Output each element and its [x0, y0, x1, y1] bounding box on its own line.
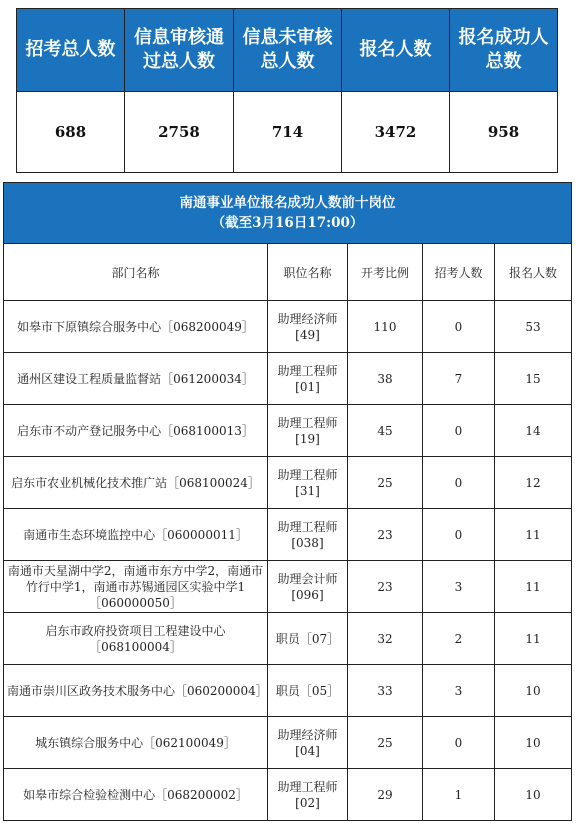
summary-header-approved: 信息审核通 过总人数	[125, 9, 234, 92]
table-row	[4, 769, 572, 821]
summary-value-row	[17, 92, 558, 173]
cell-ratio: 29	[348, 769, 423, 821]
cell-recruit: 0	[423, 301, 495, 353]
table-row	[4, 301, 572, 353]
cell-applicants: 10	[495, 717, 572, 769]
cell-dept: 南通市天星湖中学2，南通市东方中学2，南通市竹行中学1，南通市苏锡通园区实验中学1［060000050］	[4, 561, 268, 613]
cell-recruit: 3	[423, 561, 495, 613]
column-header-recruit: 招考人数	[423, 244, 495, 301]
column-header-applicants: 报名人数	[495, 244, 572, 301]
ranking-title-cell	[4, 183, 572, 244]
table-row	[4, 509, 572, 561]
ranking-column-header-row	[4, 244, 572, 301]
ranking-subtitle: （截至3月16日17:00）	[211, 215, 364, 231]
cell-recruit: 3	[423, 665, 495, 717]
cell-recruit: 0	[423, 457, 495, 509]
cell-dept: 启东市政府投资项目工程建设中心［068100004］	[4, 613, 268, 665]
cell-ratio: 23	[348, 561, 423, 613]
ranking-table	[3, 182, 572, 821]
ranking-title-row	[4, 183, 572, 244]
table-row	[4, 353, 572, 405]
cell-ratio: 23	[348, 509, 423, 561]
table-row	[4, 405, 572, 457]
summary-value-total-recruit: 688	[17, 92, 125, 173]
summary-value-approved: 2758	[125, 92, 234, 173]
cell-ratio: 45	[348, 405, 423, 457]
table-row	[4, 561, 572, 613]
cell-applicants: 10	[495, 769, 572, 821]
cell-dept: 通州区建设工程质量监督站［061200034］	[4, 353, 268, 405]
summary-header-total-recruit: 招考总人数	[17, 9, 125, 92]
cell-position: 职员［05］	[268, 665, 348, 717]
cell-applicants: 53	[495, 301, 572, 353]
summary-value-success: 958	[450, 92, 558, 173]
cell-recruit: 2	[423, 613, 495, 665]
cell-applicants: 14	[495, 405, 572, 457]
cell-ratio: 33	[348, 665, 423, 717]
column-header-ratio: 开考比例	[348, 244, 423, 301]
summary-header-unreviewed: 信息未审核 总人数	[234, 9, 342, 92]
cell-ratio: 110	[348, 301, 423, 353]
cell-position: 助理经济师 [49]	[268, 301, 348, 353]
summary-header-success: 报名成功人 总数	[450, 9, 558, 92]
cell-position: 助理工程师 [31]	[268, 457, 348, 509]
table-row	[4, 665, 572, 717]
cell-applicants: 15	[495, 353, 572, 405]
cell-applicants: 12	[495, 457, 572, 509]
cell-position: 助理工程师 [19]	[268, 405, 348, 457]
table-row	[4, 613, 572, 665]
cell-dept: 南通市崇川区政务技术服务中心［060200004］	[4, 665, 268, 717]
cell-ratio: 25	[348, 457, 423, 509]
cell-position: 助理会计师 [096]	[268, 561, 348, 613]
summary-value-unreviewed: 714	[234, 92, 342, 173]
summary-table	[16, 8, 558, 173]
cell-recruit: 7	[423, 353, 495, 405]
cell-ratio: 38	[348, 353, 423, 405]
table-row	[4, 717, 572, 769]
cell-dept: 城东镇综合服务中心［062100049］	[4, 717, 268, 769]
cell-position: 助理工程师 [038]	[268, 509, 348, 561]
cell-position: 助理工程师 [01]	[268, 353, 348, 405]
cell-recruit: 0	[423, 717, 495, 769]
cell-dept: 启东市不动产登记服务中心［068100013］	[4, 405, 268, 457]
cell-ratio: 25	[348, 717, 423, 769]
cell-applicants: 10	[495, 665, 572, 717]
cell-dept: 如皋市下原镇综合服务中心［068200049］	[4, 301, 268, 353]
summary-value-applicants: 3472	[342, 92, 450, 173]
cell-position: 助理经济师 [04]	[268, 717, 348, 769]
cell-recruit: 0	[423, 405, 495, 457]
cell-dept: 如皋市综合检验检测中心［068200002］	[4, 769, 268, 821]
cell-applicants: 11	[495, 509, 572, 561]
cell-dept: 南通市生态环境监控中心［060000011］	[4, 509, 268, 561]
cell-applicants: 11	[495, 561, 572, 613]
summary-header-applicants: 报名人数	[342, 9, 450, 92]
table-row	[4, 457, 572, 509]
ranking-title: 南通事业单位报名成功人数前十岗位	[179, 195, 396, 211]
summary-header-row	[17, 9, 558, 92]
cell-position: 职员［07］	[268, 613, 348, 665]
cell-recruit: 0	[423, 509, 495, 561]
cell-position: 助理工程师 [02]	[268, 769, 348, 821]
cell-applicants: 11	[495, 613, 572, 665]
ranking-body	[4, 301, 572, 821]
column-header-dept: 部门名称	[4, 244, 268, 301]
cell-ratio: 32	[348, 613, 423, 665]
column-header-position: 职位名称	[268, 244, 348, 301]
cell-recruit: 1	[423, 769, 495, 821]
cell-dept: 启东市农业机械化技术推广站［068100024］	[4, 457, 268, 509]
